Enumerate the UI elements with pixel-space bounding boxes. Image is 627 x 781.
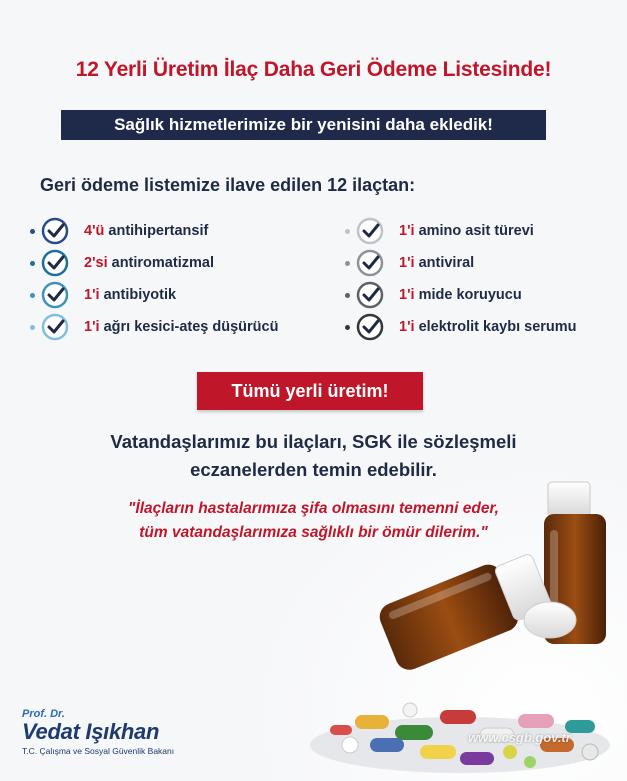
drug-category-label: elektrolit kaybı serumu	[414, 319, 577, 335]
signature-block	[22, 708, 174, 756]
drug-category-text	[84, 287, 176, 303]
drug-category-text	[84, 319, 278, 335]
list-item	[345, 247, 577, 279]
checkmark-icon	[355, 280, 385, 310]
right-drug-list	[345, 215, 577, 343]
drug-category-text	[399, 255, 474, 271]
quote-line-1: "İlaçların hastalarımıza şifa olmasını temenni eder,	[128, 500, 499, 517]
drug-category-label: antiviral	[414, 255, 475, 271]
drug-count: 1'i	[84, 319, 100, 335]
drug-category-label: antiromatizmal	[107, 255, 214, 271]
signature-name: Vedat Işıkhan	[22, 719, 160, 744]
info-line-1: Vatandaşlarımız bu ilaçları, SGK ile sözleşmeli	[110, 431, 517, 452]
drug-category-text	[399, 287, 522, 303]
list-item	[30, 279, 278, 311]
drug-count: 1'i	[399, 287, 415, 303]
drug-category-label: antihipertansif	[104, 223, 209, 239]
bullet-dot	[30, 325, 35, 330]
drug-category-text	[84, 223, 208, 239]
drug-count: 1'i	[84, 287, 100, 303]
drug-count: 4'ü	[84, 223, 105, 239]
bullet-dot	[345, 261, 350, 266]
checkmark-icon	[40, 312, 70, 342]
navy-banner: Sağlık hizmetlerimize bir yenisini daha ekledik!	[61, 110, 546, 140]
bullet-dot	[30, 261, 35, 266]
checkmark-icon	[355, 216, 385, 246]
subheading: Geri ödeme listemize ilave edilen 12 ilaçtan:	[40, 175, 416, 195]
drug-category-text	[84, 255, 214, 271]
drug-count: 2'si	[84, 255, 108, 271]
drug-count: 1'i	[399, 319, 415, 335]
list-item	[345, 215, 577, 247]
signature-title: Prof. Dr.	[22, 708, 65, 720]
bullet-dot	[345, 293, 350, 298]
signature-role: T.C. Çalışma ve Sosyal Güvenlik Bakanı	[22, 746, 175, 756]
drug-category-label: mide koruyucu	[414, 287, 522, 303]
checkmark-icon	[40, 280, 70, 310]
list-item	[30, 215, 278, 247]
list-item	[345, 279, 577, 311]
list-item	[30, 311, 278, 343]
list-item	[345, 311, 577, 343]
drug-category-label: ağrı kesici-ateş düşürücü	[99, 319, 279, 335]
bullet-dot	[345, 325, 350, 330]
drug-count: 1'i	[399, 223, 415, 239]
checkmark-icon	[40, 248, 70, 278]
list-item	[30, 247, 278, 279]
red-banner: Tümü yerli üretim!	[197, 372, 423, 410]
drug-count: 1'i	[399, 255, 415, 271]
bullet-dot	[345, 229, 350, 234]
bottle-cap	[524, 602, 576, 638]
website-watermark: www.csgb.gov.tr	[468, 730, 571, 745]
checkmark-icon	[355, 248, 385, 278]
drug-category-text	[399, 223, 534, 239]
checkmark-icon	[355, 312, 385, 342]
medicine-bottles-pills-image	[300, 470, 627, 781]
bullet-dot	[30, 293, 35, 298]
left-drug-list	[30, 215, 278, 343]
quote-line-2: tüm vatandaşlarımıza sağlıklı bir ömür dilerim."	[139, 524, 488, 541]
headline: 12 Yerli Üretim İlaç Daha Geri Ödeme Listesinde!	[75, 58, 552, 81]
bullet-dot	[30, 229, 35, 234]
drug-category-text	[399, 319, 577, 335]
info-line-2: eczanelerden temin edebilir.	[190, 459, 437, 480]
drug-category-label: antibiyotik	[99, 287, 177, 303]
drug-category-label: amino asit türevi	[414, 223, 534, 239]
checkmark-icon	[40, 216, 70, 246]
